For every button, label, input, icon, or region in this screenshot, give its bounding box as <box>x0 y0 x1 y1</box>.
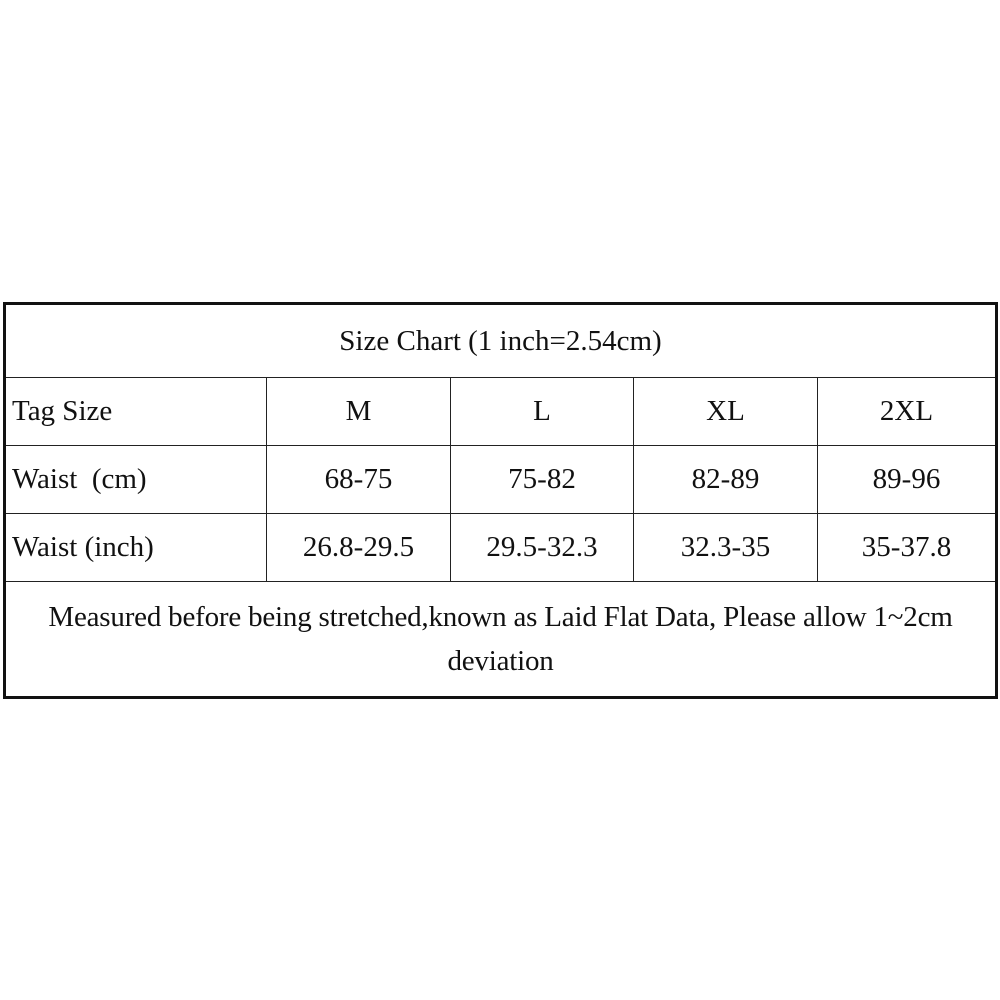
waist-cm-row <box>5 446 997 514</box>
waist-cm-2xl: 89-96 <box>818 446 997 514</box>
waist-inch-l: 29.5-32.3 <box>451 514 634 582</box>
note-row <box>5 582 997 698</box>
size-header-xl: XL <box>634 378 818 446</box>
size-chart-table <box>3 302 998 699</box>
waist-cm-l: 75-82 <box>451 446 634 514</box>
waist-cm-xl: 82-89 <box>634 446 818 514</box>
waist-inch-m: 26.8-29.5 <box>267 514 451 582</box>
measurement-note: Measured before being stretched,known as Laid Flat Data, Please allow 1~2cm deviation <box>5 582 997 698</box>
waist-cm-m: 68-75 <box>267 446 451 514</box>
waist-inch-xl: 32.3-35 <box>634 514 818 582</box>
waist-cm-label: Waist (cm) <box>5 446 267 514</box>
tag-size-label: Tag Size <box>5 378 267 446</box>
size-header-2xl: 2XL <box>818 378 997 446</box>
tag-size-row <box>5 378 997 446</box>
waist-inch-label: Waist (inch) <box>5 514 267 582</box>
waist-inch-2xl: 35-37.8 <box>818 514 997 582</box>
title-row <box>5 304 997 378</box>
table-title: Size Chart (1 inch=2.54cm) <box>5 304 997 378</box>
size-header-l: L <box>451 378 634 446</box>
size-header-m: M <box>267 378 451 446</box>
waist-inch-row <box>5 514 997 582</box>
